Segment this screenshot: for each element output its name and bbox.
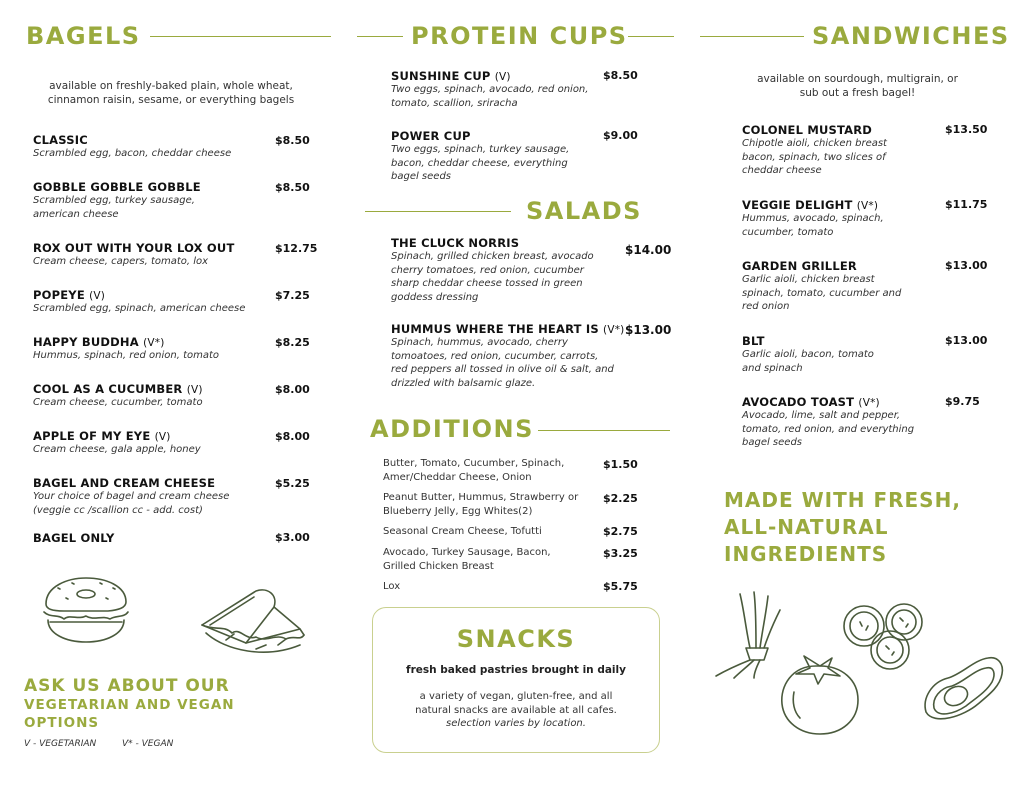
item-name: APPLE OF MY EYE: [33, 429, 151, 443]
addition-desc: Lox: [383, 581, 401, 592]
item-price: $3.00: [275, 531, 310, 544]
item-price: $13.50: [945, 123, 988, 136]
item-description: Two eggs, spinach, avocado, red onion, tomato, scallion, sriracha: [391, 84, 589, 109]
addition-price: $2.75: [603, 525, 638, 538]
item-price: $8.00: [275, 383, 310, 396]
item-description: Hummus, avocado, spinach, cucumber, tomato: [742, 213, 884, 238]
addition-desc: Seasonal Cream Cheese, Tofutti: [383, 526, 542, 537]
fresh-note-line1: MADE WITH FRESH,: [724, 488, 961, 512]
protein-heading-rule-left: [357, 36, 403, 37]
item-description: Garlic aioli, bacon, tomato and spinach: [742, 349, 874, 374]
addition-price: $1.50: [603, 458, 638, 471]
menu-item-avocado-toast: [742, 395, 932, 450]
item-tag: (V): [154, 431, 171, 443]
additions-heading: ADDITIONS: [370, 415, 534, 443]
item-description: Your choice of bagel and cream cheese (veggie cc /scallion cc - add. cost): [33, 491, 230, 516]
menu-item-veggie-delight: [742, 198, 932, 239]
menu-item-gobble: [33, 180, 218, 221]
addition-price: $2.25: [603, 492, 638, 505]
item-price: $13.00: [945, 259, 988, 272]
item-description: Hummus, spinach, red onion, tomato: [33, 350, 220, 361]
bagels-heading-rule: [150, 36, 331, 37]
snacks-subtitle: fresh baked pastries brought in daily: [406, 664, 626, 676]
item-name: AVOCADO TOAST: [742, 395, 855, 409]
snacks-heading-wrap: [373, 625, 659, 653]
menu-item-cluck-norris: [391, 236, 606, 304]
legend-vegetarian: V - VEGETARIAN: [24, 739, 97, 749]
item-tag: (V*): [143, 337, 165, 349]
item-price: $9.00: [603, 129, 638, 142]
item-name: POWER CUP: [391, 129, 471, 143]
menu-item-happy-buddha: [33, 335, 268, 363]
veg-note-line1: ASK US ABOUT OUR: [24, 676, 230, 696]
item-name: BAGEL AND CREAM CHEESE: [33, 476, 216, 490]
item-description: Two eggs, spinach, turkey sausage, bacon, cheddar cheese, everything bagel seeds: [391, 144, 570, 182]
item-price: $7.25: [275, 289, 310, 302]
item-description: Spinach, grilled chicken breast, avocado cherry tomatoes, red onion, cucumber sharp cheddar cheese tossed in green goddess dressing: [391, 251, 594, 303]
item-price: $8.50: [603, 69, 638, 82]
item-price: $11.75: [945, 198, 988, 211]
menu-item-lox: [33, 241, 268, 269]
item-price: $8.25: [275, 336, 310, 349]
item-price: $14.00: [625, 243, 672, 257]
protein-cups-heading: PROTEIN CUPS: [411, 22, 628, 50]
item-name: HUMMUS WHERE THE HEART IS: [391, 322, 599, 336]
toast-sandwich-icon: [196, 585, 311, 665]
item-name: SUNSHINE CUP: [391, 69, 491, 83]
veg-note-line3: OPTIONS: [24, 715, 100, 731]
item-name: BAGEL ONLY: [33, 531, 115, 545]
item-name: COOL AS A CUCUMBER: [33, 382, 183, 396]
item-description: Cream cheese, capers, tomato, lox: [33, 256, 209, 267]
item-tag: (V*): [856, 200, 879, 212]
legend-vegan: V* - VEGAN: [122, 739, 174, 749]
addition-price: $5.75: [603, 580, 638, 593]
addition-price: $3.25: [603, 547, 638, 560]
menu-item-classic: [33, 133, 263, 161]
menu-item-apple: [33, 429, 268, 457]
item-name: POPEYE: [33, 288, 85, 302]
item-price: $13.00: [945, 334, 988, 347]
veg-note-line2: VEGETARIAN AND VEGAN: [24, 697, 235, 713]
item-description: Avocado, lime, salt and pepper, tomato, red onion, and everything bagel seeds: [742, 410, 915, 448]
item-name: HAPPY BUDDHA: [33, 335, 139, 349]
item-price: $8.00: [275, 430, 310, 443]
item-name: ROX OUT WITH YOUR LOX OUT: [33, 241, 235, 255]
menu-item-popeye: [33, 288, 268, 316]
sandwiches-intro: available on sourdough, multigrain, or sub out a fresh bagel!: [757, 73, 958, 99]
menu-item-power-cup: [391, 129, 581, 184]
sandwiches-heading-rule: [700, 36, 804, 37]
item-description: Chipotle aioli, chicken breast bacon, spinach, two slices of cheddar cheese: [742, 138, 887, 176]
menu-item-blt: [742, 334, 892, 375]
item-name: THE CLUCK NORRIS: [391, 236, 520, 250]
snacks-heading: SNACKS: [456, 625, 576, 653]
item-tag: (V): [186, 384, 203, 396]
additions-heading-rule: [538, 430, 670, 431]
item-tag: (V): [494, 71, 511, 83]
item-description: Scrambled egg, bacon, cheddar cheese: [33, 148, 232, 159]
menu-item-colonel-mustard: [742, 123, 907, 178]
menu-item-bagel-cream-cheese: [33, 476, 251, 517]
addition-desc: Butter, Tomato, Cucumber, Spinach, Amer/Cheddar Cheese, Onion: [383, 458, 565, 483]
snacks-body: a variety of vegan, gluten-free, and all natural snacks are available at all cafes.: [415, 691, 617, 716]
item-price: $9.75: [945, 395, 980, 408]
item-description: Cream cheese, cucumber, tomato: [33, 397, 203, 408]
menu-item-cucumber: [33, 382, 268, 410]
item-tag: (V*): [603, 324, 625, 336]
protein-heading-rule-right: [628, 36, 674, 37]
fresh-note-line2: ALL-NATURAL: [724, 515, 889, 539]
addition-desc: Avocado, Turkey Sausage, Bacon, Grilled Chicken Breast: [383, 547, 551, 572]
item-description: Garlic aioli, chicken breast spinach, tomato, cucumber and red onion: [742, 274, 902, 312]
snacks-body-italic: selection varies by location.: [446, 718, 586, 729]
salads-heading: SALADS: [526, 197, 642, 225]
fresh-note-line3: INGREDIENTS: [724, 542, 888, 566]
menu-item-bagel-only: [33, 531, 268, 545]
item-tag: (V*): [858, 397, 880, 409]
bagel-sandwich-icon: [38, 574, 133, 646]
bagels-intro: available on freshly-baked plain, whole wheat, cinnamon raisin, sesame, or everything bagels: [47, 80, 295, 106]
bagels-heading: BAGELS: [26, 22, 141, 50]
item-name: GOBBLE GOBBLE GOBBLE: [33, 180, 201, 194]
item-description: Scrambled egg, spinach, american cheese: [33, 303, 246, 314]
tomato-icon: [774, 652, 864, 737]
item-name: CLASSIC: [33, 133, 88, 147]
item-price: $8.50: [275, 134, 310, 147]
item-name: GARDEN GRILLER: [742, 259, 857, 273]
item-name: COLONEL MUSTARD: [742, 123, 873, 137]
item-description: Cream cheese, gala apple, honey: [33, 444, 201, 455]
item-name: BLT: [742, 334, 765, 348]
item-price: $13.00: [625, 323, 672, 337]
item-price: $12.75: [275, 242, 318, 255]
menu-item-sunshine-cup: [391, 69, 596, 110]
item-tag: (V): [89, 290, 106, 302]
salads-heading-rule: [365, 211, 511, 212]
snacks-box: [372, 607, 660, 753]
item-price: $8.50: [275, 181, 310, 194]
item-description: Spinach, hummus, avocado, cherry tomoatoes, red onion, cucumber, carrots, red peppers all tossed in olive oil & salt, and drizzled with balsamic glaze.: [391, 337, 614, 389]
addition-desc: Peanut Butter, Hummus, Strawberry or Blueberry Jelly, Egg Whites(2): [383, 492, 579, 517]
avocado-icon: [918, 652, 1006, 724]
menu-item-garden-griller: [742, 259, 907, 314]
item-description: Scrambled egg, turkey sausage, american cheese: [33, 195, 195, 220]
menu-item-hummus-heart: [391, 322, 625, 390]
sandwiches-heading: SANDWICHES: [812, 22, 1010, 50]
item-price: $5.25: [275, 477, 310, 490]
item-name: VEGGIE DELIGHT: [742, 198, 853, 212]
